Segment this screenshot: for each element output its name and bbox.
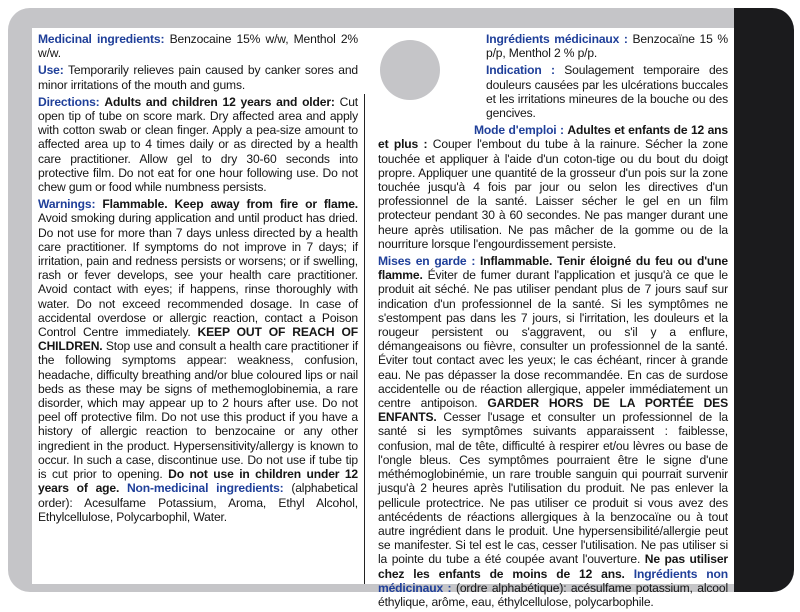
fr-nonmed-label: Ingrédients non médicinaux : — [378, 566, 728, 595]
en-warnings-label: Warnings: — [38, 197, 96, 212]
english-column — [38, 32, 358, 527]
black-side-tab — [734, 8, 794, 592]
en-keep-out-bold: KEEP OUT OF REACH OF CHILDREN. — [38, 325, 358, 354]
fr-mode-text: Couper l'embout du tube à la rainure. Sécher la zone touchée et appliquer à l'aide d'un coton-tige ou du bout du doigt propre. Appliquer une quantité de la grosseur d'un pois sur la zone touchée jusqu'à 4 fois par jour ou selon les directives d'un professionnel de la santé. Laisser sécher le gel en un film protecteur pendant 30 à 60 secondes. Ne pas manger durant une heure après utilisation. Ne pas mâcher de la gomme ou de la nourriture lorsque l'engourdissement persiste. — [378, 137, 729, 251]
fr-mode-label: Mode d'emploi : — [474, 123, 564, 138]
fr-medicinal-label: Ingrédients médicinaux : — [486, 32, 628, 46]
en-warnings-text: Avoid smoking during application and until product has dried. Do not use for more than 7 days unless directed by a health care practitioner. If symptoms do not improve in 7 days; if irritation, pain and redness persists or worsens; or if swelling, rash or fever develops, see your health care practitioner. Avoid contact with eyes; if happens, rinse thoroughly with water. Do not exceed recommended dosage. In case of accidental overdose or allergic reaction, contact a Poison Control Centre immediately. — [38, 211, 358, 340]
fr-mises-text: Éviter de fumer durant l'application et jusqu'à ce que le produit ait séché. Ne pas utiliser pendant plus de 7 jours sauf sur indication d'un professionnel de la santé. Si les symptômes ne s'estompent pas dans les 7 jours, si l'irritation, les douleurs et la rougeur persistent ou s'aggravent, ou s'il y a enflure, démangeaisons ou fièvre, consulter un professionnel de la santé. Éviter tout contact avec les yeux; le cas échéant, rincer à grande eau. Ne pas dépasser la dose recommandée. En cas de surdose accidentelle ou de réaction allergique, appeler immédiatement un centre antipoison. — [378, 268, 728, 411]
fr-mode-bold: Adultes et enfants de 12 ans et plus : — [378, 123, 728, 152]
french-column — [378, 32, 728, 612]
column-divider — [364, 94, 365, 584]
en-directions-text: Cut open tip of tube on score mark. Dry affected area and apply with cotton swab or clean finger. Apply a pea-size amount to affected area up to 4 times daily or as directed by a health care practitioner. Allow gel to dry 30-60 seconds into protective film. Do not eat for one hour following use. Do not chew gum or food while numbness persists. — [38, 94, 358, 195]
en-warnings-bold: Flammable. Keep away from fire or flame. — [102, 197, 358, 212]
en-directions-label: Directions: — [38, 94, 100, 109]
en-medicinal-ingredients — [38, 32, 358, 60]
fr-indication-text: Soulagement temporaire des douleurs causées par les ulcérations buccales et les irritations mineures de la bouche ou des gencives. — [486, 63, 728, 121]
fr-garder-bold: GARDER HORS DE LA PORTÉE DES ENFANTS. — [378, 396, 728, 425]
en-nonmed-text: (alphabetical order): Acesulfame Potassium, Aroma, Ethyl Alcohol, Ethylcellulose, Polycarbophil, Water. — [38, 481, 358, 524]
en-warnings — [38, 197, 358, 524]
fr-indication-label: Indication : — [486, 63, 555, 78]
en-nonmed-label: Non-medicinal ingredients: — [126, 481, 284, 496]
fr-nonmed-text: (ordre alphabétique): acésulfame potassium, alcool éthylique, arôme, eau, éthylcellulose, polycarbophile. — [378, 580, 728, 609]
en-use — [38, 63, 358, 91]
fr-mode-emploi — [378, 123, 728, 251]
fr-medicinal-text: Benzocaïne 15 % p/p, Menthol 2 % p/p. — [486, 32, 728, 61]
en-use-label: Use: — [38, 63, 64, 78]
fr-indication — [378, 63, 728, 120]
en-keep-out-text: Stop use and consult a health care practitioner if the following symptoms appear: weakness, confusion, headache, difficulty breathing and/or blue coloured lips or nail beds as these may be signs of methemoglobinemia, a rare disorder, which may appear up to 2 hours after use. Do not peel off protective film. Do not use this product if you have a history of allergic reaction to benzocaine or any other ingredient in the product. Hypersensitivity/allergy is known to occur. In such a case, discontinue use. Do not use if tube tip is cut prior to opening. — [38, 339, 358, 482]
fr-ne-pas-bold: Ne pas utiliser chez les enfants de moins de 12 ans. — [378, 552, 728, 581]
en-medicinal-text: Benzocaine 15% w/w, Menthol 2% w/w. — [38, 32, 358, 61]
fr-mises-bold: Inflammable. Tenir éloigné du feu ou d'une flamme. — [378, 254, 728, 283]
en-do-not-use-bold: Do not use in children under 12 years of age. — [38, 467, 359, 496]
en-directions-bold: Adults and children 12 years and older: — [104, 94, 335, 109]
fr-mises-label: Mises en garde : — [378, 254, 476, 269]
en-use-text: Temporarily relieves pain caused by canker sores and minor irritations of the mouth and gums. — [38, 63, 358, 92]
en-directions — [38, 95, 358, 194]
fr-medicinal-ingredients — [378, 32, 728, 60]
fr-mises-en-garde — [378, 254, 728, 609]
label-panel — [32, 28, 734, 609]
fr-garder-text: Cesser l'usage et consulter un professionnel de la santé si les symptômes suivants apparaissent : faiblesse, confusion, mal de tête, difficulté à respirer et/ou lèvres ou base de l'ongle bleus. Ces symptômes pourraient être le signe d'une méthémoglobinémie, un rare trouble sanguin qui pourrait survenir jusqu'à 2 heures après l'utilisation du produit. Ne pas enlever la pellicule protectrice. Ne pas utiliser ce produit si vous avez des antécédents de réactions allergiques à la benzocaïne ou à tout autre ingrédient dans le produit. Une hypersensibilité/allergie peut se manifester. Si tel est le cas, cesser l'utilisation. Ne pas utiliser si la pointe du tube a été coupée avant l'ouverture. — [378, 410, 728, 567]
label-card — [8, 8, 776, 609]
en-medicinal-label: Medicinal ingredients: — [38, 32, 165, 46]
